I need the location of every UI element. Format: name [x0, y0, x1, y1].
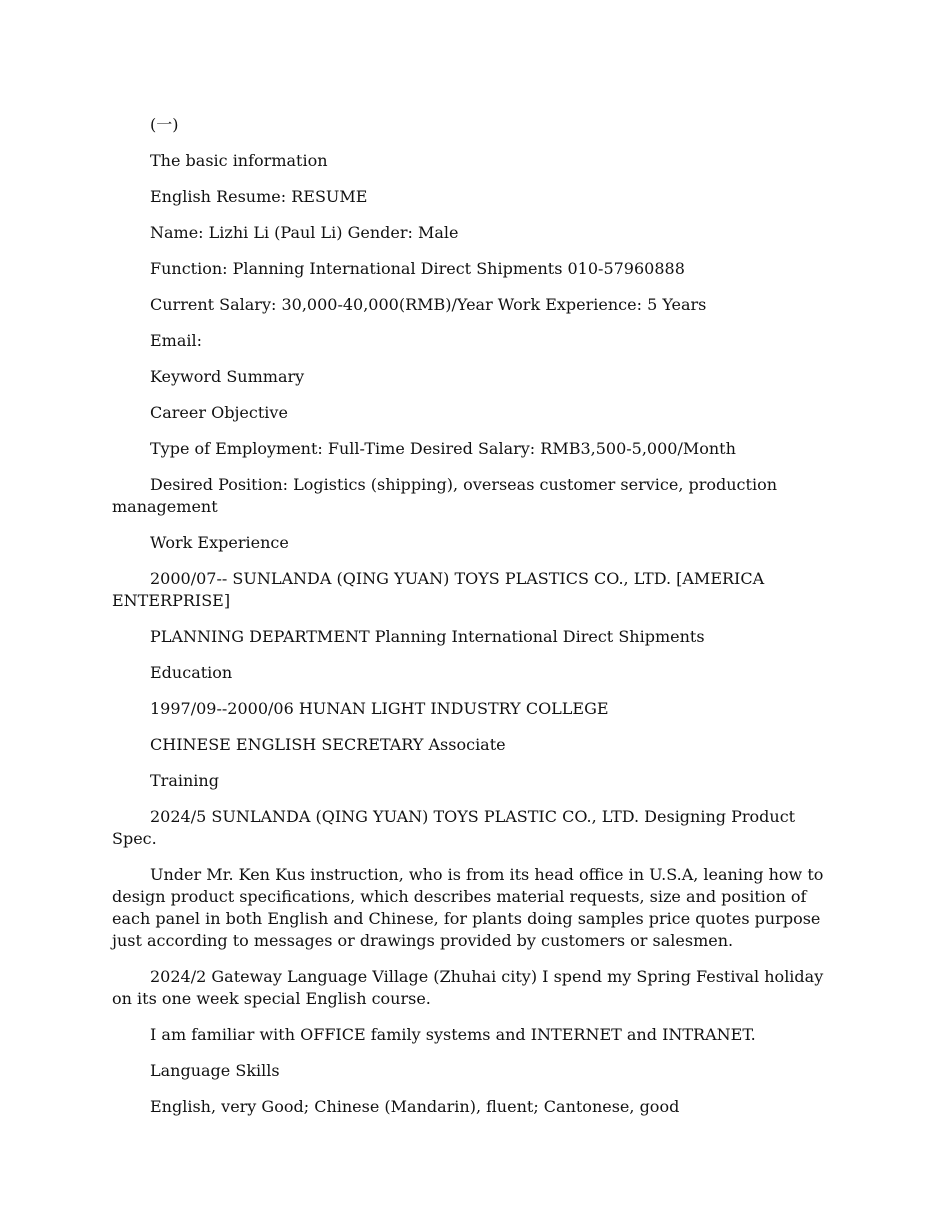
function-line: Function: Planning International Direct Shipments 010-57960888 — [150, 259, 685, 278]
section-number: (一) — [150, 115, 179, 134]
work-experience-entry: 2000/07-- SUNLANDA (QING YUAN) TOYS PLASTICS CO., LTD. [AMERICA ENTERPRISE] — [112, 569, 765, 610]
section-heading-work-experience: Work Experience — [150, 533, 289, 552]
work-department-line: PLANNING DEPARTMENT Planning International Direct Shipments — [150, 627, 705, 646]
desired-position-line: Desired Position: Logistics (shipping), overseas customer service, production management — [112, 475, 777, 516]
education-degree-line: CHINESE ENGLISH SECRETARY Associate — [150, 735, 506, 754]
section-heading-language-skills: Language Skills — [150, 1061, 280, 1080]
resume-title-line: English Resume: RESUME — [150, 187, 368, 206]
section-heading-keyword-summary: Keyword Summary — [150, 367, 305, 386]
education-entry: 1997/09--2000/06 HUNAN LIGHT INDUSTRY COLLEGE — [150, 699, 609, 718]
resume-document — [112, 114, 834, 1132]
section-heading-education: Education — [150, 663, 233, 682]
salary-experience-line: Current Salary: 30,000-40,000(RMB)/Year Work Experience: 5 Years — [150, 295, 707, 314]
email-line: Email: — [150, 331, 203, 350]
section-heading-basic-information: The basic information — [150, 151, 328, 170]
training-entry-2: 2024/2 Gateway Language Village (Zhuhai city) I spend my Spring Festival holiday on its one week special English course. — [112, 967, 824, 1008]
section-heading-training: Training — [150, 771, 219, 790]
training-entry-1: 2024/5 SUNLANDA (QING YUAN) TOYS PLASTIC CO., LTD. Designing Product Spec. — [112, 807, 796, 848]
computer-skills-line: I am familiar with OFFICE family systems and INTERNET and INTRANET. — [150, 1025, 756, 1044]
language-skills-line: English, very Good; Chinese (Mandarin), fluent; Cantonese, good — [150, 1097, 680, 1116]
section-heading-career-objective: Career Objective — [150, 403, 288, 422]
name-gender-line: Name: Lizhi Li (Paul Li) Gender: Male — [150, 223, 459, 242]
employment-type-line: Type of Employment: Full-Time Desired Salary: RMB3,500-5,000/Month — [150, 439, 736, 458]
training-description: Under Mr. Ken Kus instruction, who is from its head office in U.S.A, leaning how to design product specifications, which describes material requests, size and position of each panel in both English and Chinese, for plants doing samples price quotes purpose just according to messages or drawings provided by customers or salesmen. — [112, 865, 824, 950]
